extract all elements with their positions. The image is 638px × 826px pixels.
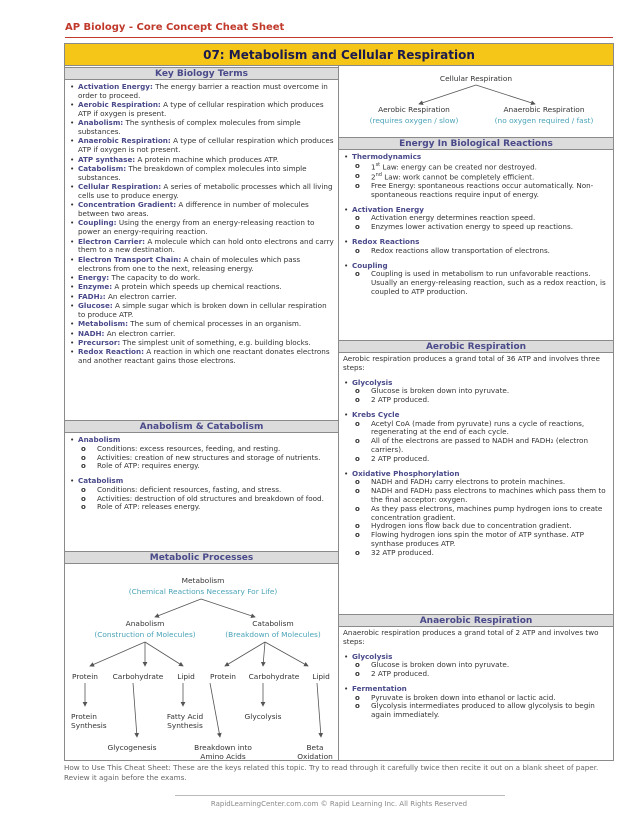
anaerobic-section bbox=[343, 629, 611, 759]
aerobic-heading: Aerobic Respiration bbox=[339, 340, 613, 353]
key-term-definition: A protein which speeds up chemical reactions. bbox=[112, 282, 282, 292]
header-rule bbox=[65, 37, 613, 38]
key-term-definition: An electron carrier. bbox=[105, 291, 177, 301]
aerobic-subtitle: (requires oxygen / slow) bbox=[369, 116, 459, 125]
activation-energy-topic: • Activation Energy bbox=[343, 206, 611, 215]
energy-reactions-section bbox=[343, 153, 611, 338]
catabolism-subtitle: (Breakdown of Molecules) bbox=[225, 630, 321, 639]
key-term-definition: A type of cellular respiration which produces ATP if oxygen is present. bbox=[78, 100, 324, 118]
protein-catabolism-node: Protein bbox=[210, 672, 236, 681]
key-term-item bbox=[69, 219, 335, 237]
metabolism-node: Metabolism bbox=[181, 576, 225, 585]
glycogenesis-node: Glycogenesis bbox=[107, 743, 157, 752]
oxphos-point: o Hydrogen ions flow back due to concentration gradient. bbox=[343, 522, 611, 531]
oxphos-point: o NADH and FADH₂ carry electrons to protein machines. bbox=[343, 478, 611, 487]
key-term-definition: A protein machine which produces ATP. bbox=[135, 154, 279, 164]
key-term-name: Electron Carrier: bbox=[78, 236, 146, 246]
krebs-topic: • Krebs Cycle bbox=[343, 411, 611, 420]
anabolism-point: o Conditions: excess resources, feeding, and resting. bbox=[69, 445, 335, 454]
anabolism-catabolism-section bbox=[69, 436, 335, 551]
key-terms-heading: Key Biology Terms bbox=[65, 67, 338, 80]
key-term-definition: A simple sugar which is broken down in cellular respiration to produce ATP. bbox=[78, 301, 327, 319]
krebs-point: o Acetyl CoA (made from pyruvate) runs a cycle of reactions, regenerating at the end of each cycle. bbox=[343, 420, 611, 438]
key-term-definition: A reaction in which one reactant donates electrons and another reactant gains those electrons. bbox=[78, 347, 330, 366]
key-term-definition: A molecule which can hold onto electrons and carry them to a new destination. bbox=[78, 236, 334, 255]
anabolism-subtitle: (Construction of Molecules) bbox=[94, 630, 196, 639]
key-term-definition: Using the energy from an energy-releasing reaction to power an energy-requiring reaction. bbox=[78, 218, 315, 237]
anaerobic-glycolysis-topic: • Glycolysis bbox=[343, 653, 611, 662]
anaerobic-node: Anaerobic Respiration bbox=[503, 105, 585, 114]
redox-point: o Redox reactions allow transportation of electrons. bbox=[343, 247, 611, 256]
key-term-name: Catabolism: bbox=[78, 164, 127, 173]
coupling-point: o Coupling is used in metabolism to run unfavorable reactions. Usually an energy-releasing reaction, such as a redox reaction, is coupled to ATP production. bbox=[343, 270, 611, 296]
anaerobic-intro: Anaerobic respiration produces a grand total of 2 ATP and involves two steps: bbox=[343, 629, 599, 646]
anabolism-topic: • Anabolism bbox=[69, 436, 335, 445]
anabolism-catabolism-heading: Anabolism & Catabolism bbox=[65, 420, 338, 433]
key-term-item bbox=[69, 238, 335, 256]
oxphos-point: o 32 ATP produced. bbox=[343, 549, 611, 558]
key-term-item bbox=[69, 348, 335, 366]
fatty-acid-synthesis-node: Fatty Acid Synthesis bbox=[166, 712, 204, 731]
catabolism-point: o Role of ATP: releases energy. bbox=[69, 503, 335, 512]
activation-energy-point: o Activation energy determines reaction speed. bbox=[343, 214, 611, 223]
key-term-item bbox=[69, 302, 335, 320]
second-law-point: o 2nd Law: work cannot be completely efficient. bbox=[343, 172, 611, 182]
how-to-use-note: How to Use This Cheat Sheet: These are the keys related this topic. Try to read through it carefully twice then recite it out on a blank sheet of paper. Review it again before the exams. bbox=[64, 763, 599, 782]
key-terms-list bbox=[69, 83, 335, 366]
fermentation-point: o Glycolysis intermediates produced to allow glycolysis to begin again immediately. bbox=[343, 702, 611, 720]
aerobic-intro: Aerobic respiration produces a grand total of 36 ATP and involves three steps: bbox=[343, 355, 600, 372]
thermodynamics-topic: • Thermodynamics bbox=[343, 153, 611, 162]
key-term-definition: A type of cellular respiration which produces ATP if oxygen is not present. bbox=[78, 136, 334, 155]
key-term-name: ATP synthase: bbox=[78, 154, 136, 164]
key-term-item bbox=[69, 256, 335, 274]
anabolism-point: o Activities: creation of new structures and storage of nutrients. bbox=[69, 454, 335, 463]
key-term-name: Energy: bbox=[78, 272, 110, 282]
amino-acid-breakdown-node: Breakdown into Amino Acids bbox=[194, 743, 252, 761]
fermentation-point: o Pyruvate is broken down into ethanol or lactic acid. bbox=[343, 694, 611, 703]
key-term-name: FADH₂: bbox=[78, 291, 106, 301]
carbohydrate-anabolism-node: Carbohydrate bbox=[112, 672, 164, 681]
key-term-item bbox=[69, 83, 335, 101]
carbohydrate-catabolism-node: Carbohydrate bbox=[248, 672, 300, 681]
energy-reactions-heading: Energy In Biological Reactions bbox=[339, 137, 613, 150]
key-term-name: Electron Transport Chain: bbox=[78, 254, 182, 264]
anabolism-node: Anabolism bbox=[125, 619, 165, 628]
krebs-point: o 2 ATP produced. bbox=[343, 455, 611, 464]
key-term-definition: The capacity to do work. bbox=[109, 272, 201, 282]
key-term-name: Cellular Respiration: bbox=[78, 182, 162, 192]
key-term-definition: A series of metabolic processes which all living cells use to produce energy. bbox=[78, 182, 333, 200]
catabolism-topic: • Catabolism bbox=[69, 477, 335, 486]
key-term-name: NADH: bbox=[78, 328, 105, 338]
catabolism-point: o Activities: destruction of old structures and breakdown of food. bbox=[69, 495, 335, 504]
free-energy-point: o Free Energy: spontaneous reactions occur automatically. Non-spontaneous reactions require input of energy. bbox=[343, 182, 611, 200]
key-term-item bbox=[69, 137, 335, 155]
oxphos-point: o NADH and FADH₂ pass electrons to machines which pass them to the final acceptor: oxygen. bbox=[343, 487, 611, 505]
footer-rule bbox=[175, 795, 505, 796]
anaerobic-subtitle: (no oxygen required / fast) bbox=[494, 116, 594, 125]
column-divider bbox=[338, 66, 339, 761]
key-term-definition: An electron carrier. bbox=[104, 328, 176, 338]
anaerobic-glycolysis-point: o Glucose is broken down into pyruvate. bbox=[343, 661, 611, 670]
aerobic-glycolysis-point: o 2 ATP produced. bbox=[343, 396, 611, 405]
key-term-name: Concentration Gradient: bbox=[78, 200, 177, 210]
key-term-name: Aerobic Respiration: bbox=[78, 100, 161, 110]
key-terms-section bbox=[69, 83, 335, 460]
key-term-item bbox=[69, 165, 335, 183]
aerobic-section bbox=[343, 355, 611, 605]
key-term-name: Coupling: bbox=[78, 218, 117, 228]
fermentation-topic: • Fermentation bbox=[343, 685, 611, 694]
key-term-name: Anaerobic Respiration: bbox=[78, 136, 171, 146]
aerobic-glycolysis-topic: • Glycolysis bbox=[343, 379, 611, 388]
cellular-respiration-diagram bbox=[339, 67, 613, 137]
cellular-respiration-node: Cellular Respiration bbox=[439, 74, 513, 83]
first-law-point: o 1st Law: energy can be created nor destroyed. bbox=[343, 162, 611, 172]
metabolism-subtitle: (Chemical Reactions Necessary For Life) bbox=[128, 587, 278, 596]
key-term-name: Anabolism: bbox=[78, 118, 124, 128]
protein-synthesis-node: Protein Synthesis bbox=[71, 712, 107, 731]
key-term-definition: The energy barrier a reaction must overcome in order to proceed. bbox=[78, 83, 328, 100]
key-term-name: Metabolism: bbox=[78, 319, 128, 329]
oxphos-point: o As they pass electrons, machines pump hydrogen ions to create concentration gradient. bbox=[343, 505, 611, 523]
key-term-item bbox=[69, 201, 335, 219]
protein-anabolism-node: Protein bbox=[72, 672, 98, 681]
key-term-definition: The simplest unit of something, e.g. building blocks. bbox=[120, 337, 311, 347]
krebs-point: o All of the electrons are passed to NADH and FADH₂ (electron carriers). bbox=[343, 437, 611, 455]
chapter-title: 07: Metabolism and Cellular Respiration bbox=[65, 44, 613, 66]
key-term-definition: A difference in number of molecules between two areas. bbox=[78, 200, 309, 219]
key-term-definition: The breakdown of complex molecules into simple substances. bbox=[78, 164, 307, 182]
key-term-name: Redox Reaction: bbox=[78, 347, 144, 357]
oxphos-topic: • Oxidative Phosphorylation bbox=[343, 470, 611, 479]
key-term-name: Enzyme: bbox=[78, 282, 113, 292]
catabolism-node: Catabolism bbox=[252, 619, 294, 628]
oxphos-point: o Flowing hydrogen ions spin the motor of ATP synthase. ATP synthase produces ATP. bbox=[343, 531, 611, 549]
key-term-item bbox=[69, 183, 335, 201]
lipid-catabolism-node: Lipid bbox=[312, 672, 330, 681]
beta-oxidation-node: Beta Oxidation bbox=[297, 743, 333, 761]
activation-energy-point: o Enzymes lower activation energy to speed up reactions. bbox=[343, 223, 611, 232]
anaerobic-glycolysis-point: o 2 ATP produced. bbox=[343, 670, 611, 679]
redox-topic: • Redox Reactions bbox=[343, 238, 611, 247]
anaerobic-heading: Anaerobic Respiration bbox=[339, 614, 613, 627]
key-term-item bbox=[69, 101, 335, 119]
lipid-anabolism-node: Lipid bbox=[177, 672, 195, 681]
key-term-definition: The sum of chemical processes in an organism. bbox=[127, 319, 302, 329]
key-term-item bbox=[69, 119, 335, 137]
aerobic-glycolysis-point: o Glucose is broken down into pyruvate. bbox=[343, 387, 611, 396]
cheat-sheet-title: AP Biology - Core Concept Cheat Sheet bbox=[65, 22, 285, 33]
key-term-definition: A chain of molecules which pass electrons from one to the next, releasing energy. bbox=[78, 254, 301, 273]
aerobic-node: Aerobic Respiration bbox=[378, 105, 450, 114]
key-term-name: Glucose: bbox=[78, 301, 113, 311]
coupling-topic: • Coupling bbox=[343, 262, 611, 271]
anabolism-point: o Role of ATP: requires energy. bbox=[69, 462, 335, 471]
footer-copyright: RapidLearningCenter.com.com © Rapid Learning Inc. All Rights Reserved bbox=[210, 800, 468, 808]
key-term-name: Precursor: bbox=[78, 337, 121, 347]
metabolic-processes-diagram bbox=[65, 565, 338, 761]
cheat-sheet-frame bbox=[64, 43, 614, 761]
metabolic-processes-heading: Metabolic Processes bbox=[65, 551, 338, 564]
glycolysis-node: Glycolysis bbox=[244, 712, 282, 721]
key-term-definition: The synthesis of complex molecules from simple substances. bbox=[78, 118, 301, 137]
key-term-name: Activation Energy: bbox=[78, 83, 153, 91]
catabolism-point: o Conditions: deficient resources, fasting, and stress. bbox=[69, 486, 335, 495]
